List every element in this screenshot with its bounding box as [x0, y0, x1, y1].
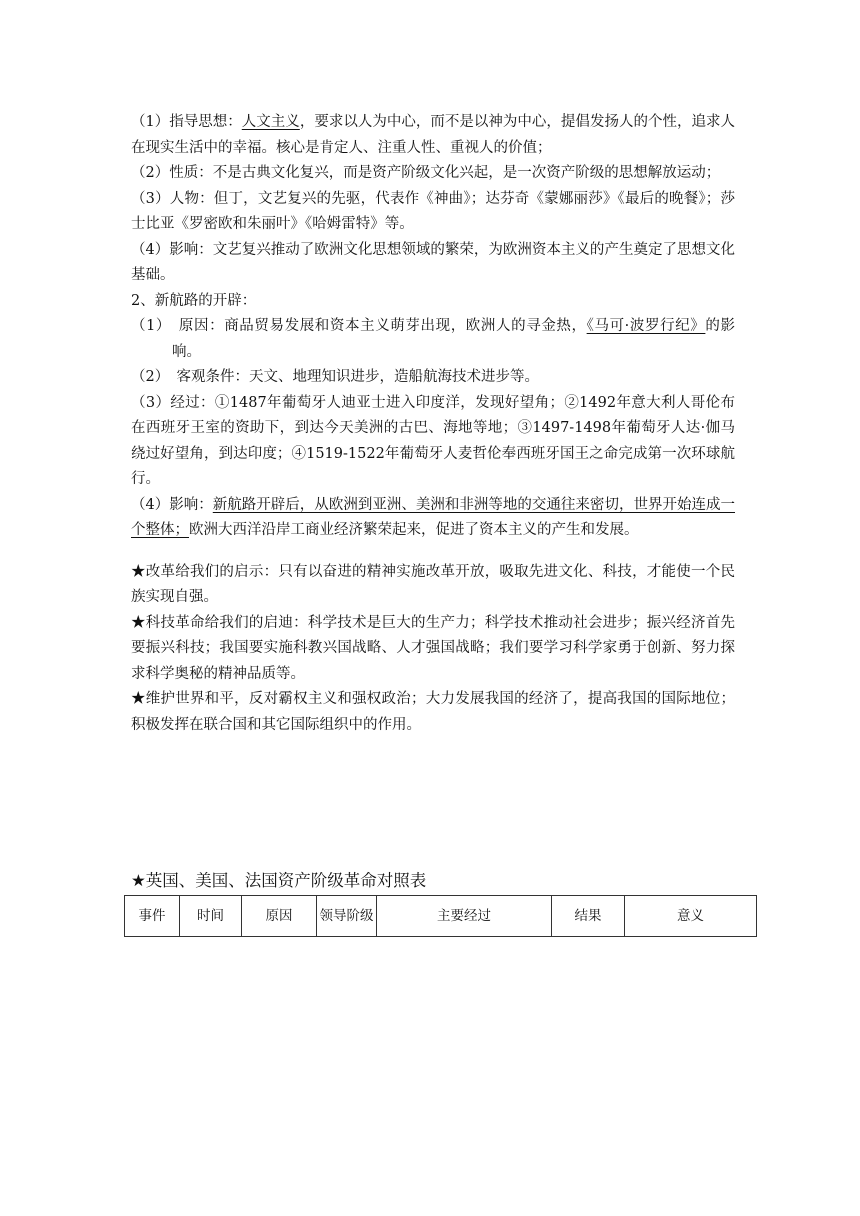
new-routes-process: （3）经过：①1487年葡萄牙人迪亚士进入印度洋，发现好望角；②1492年意大利人哥伦布在西班牙王室的资助下，到达今天美洲的古巴、海地等地；③1497-1498年葡萄牙人达·伽马绕过好望角，到达印度；④1519-1522年葡萄牙人麦哲伦奉西班牙国王之命完成第一次环球航行。	[131, 394, 735, 487]
renaissance-guiding-thought	[131, 110, 735, 161]
table-header-row	[125, 896, 757, 937]
underlined-term: 新航路开辟后，从欧洲到亚洲、美洲和非洲等地的交通往来密切，世界开始连成一个整体；	[131, 496, 735, 538]
header-cell-main-process: 主要经过	[377, 896, 552, 937]
new-routes-conditions: （2） 客观条件：天文、地理知识进步，造船航海技术进步等。	[131, 369, 539, 385]
paragraph-text: 商品贸易发展和资本主义萌芽出现，欧洲人的寻金热，	[224, 318, 587, 334]
label: （1） 原因：	[131, 318, 225, 334]
new-routes-impact	[131, 493, 735, 544]
header-cell-event: 事件	[125, 896, 180, 937]
header-cell-significance: 意义	[625, 896, 757, 937]
header-cell-result: 结果	[552, 896, 625, 937]
header-cell-time: 时间	[180, 896, 242, 937]
underlined-term: 《马可·波罗行纪》	[586, 318, 706, 334]
label: （1）指导思想：	[131, 114, 242, 130]
new-routes-heading: 2、新航路的开辟：	[131, 292, 257, 309]
renaissance-figures: （3）人物：但丁，文艺复兴的先驱，代表作《神曲》；达芬奇《蒙娜丽莎》《最后的晚餐》；莎士比亚《罗密欧和朱丽叶》《哈姆雷特》等。	[131, 190, 735, 232]
paragraph-text: ，要求以人为中心，而不是以神为中心，提倡发扬人的个性，追求人在现实生活中的幸福。核心是肯定人、注重人性、重视人的价值；	[131, 114, 735, 156]
header-cell-leading-class: 领导阶级	[317, 896, 377, 937]
table-title: ★英国、美国、法国资产阶级革命对照表	[131, 871, 427, 890]
renaissance-impact: （4）影响：文艺复兴推动了欧洲文化思想领域的繁荣，为欧洲资本主义的产生奠定了思想文化基础。	[131, 241, 735, 283]
new-routes-cause	[131, 314, 735, 365]
paragraph-text: 的影响。	[172, 318, 736, 360]
label: （4）影响：	[131, 496, 213, 513]
revolution-comparison-table	[124, 895, 757, 937]
world-peace-point: ★维护世界和平，反对霸权主义和强权政治；大力发展我国的经济了，提高我国的国际地位；积极发挥在联合国和其它国际组织中的作用。	[131, 691, 735, 733]
underlined-term: 人文主义	[241, 114, 300, 130]
document-body	[131, 110, 735, 738]
reform-inspiration: ★改革给我们的启示：只有以奋进的精神实施改革开放，吸取先进文化、科技，才能使一个民族实现自强。	[131, 563, 735, 605]
renaissance-nature: （2）性质：不是古典文化复兴，而是资产阶级文化兴起，是一次资产阶级的思想解放运动；	[131, 165, 721, 181]
paragraph-text: 欧洲大西洋沿岸工商业经济繁荣起来，促进了资本主义的产生和发展。	[189, 522, 639, 538]
tech-revolution-inspiration: ★科技革命给我们的启迪：科学技术是巨大的生产力；科学技术推动社会进步；振兴经济首先要振兴科技；我国要实施科教兴国战略、人才强国战略；我们要学习科学家勇于创新、努力探求科学奥秘的精神品质等。	[131, 614, 735, 682]
header-cell-cause: 原因	[242, 896, 317, 937]
